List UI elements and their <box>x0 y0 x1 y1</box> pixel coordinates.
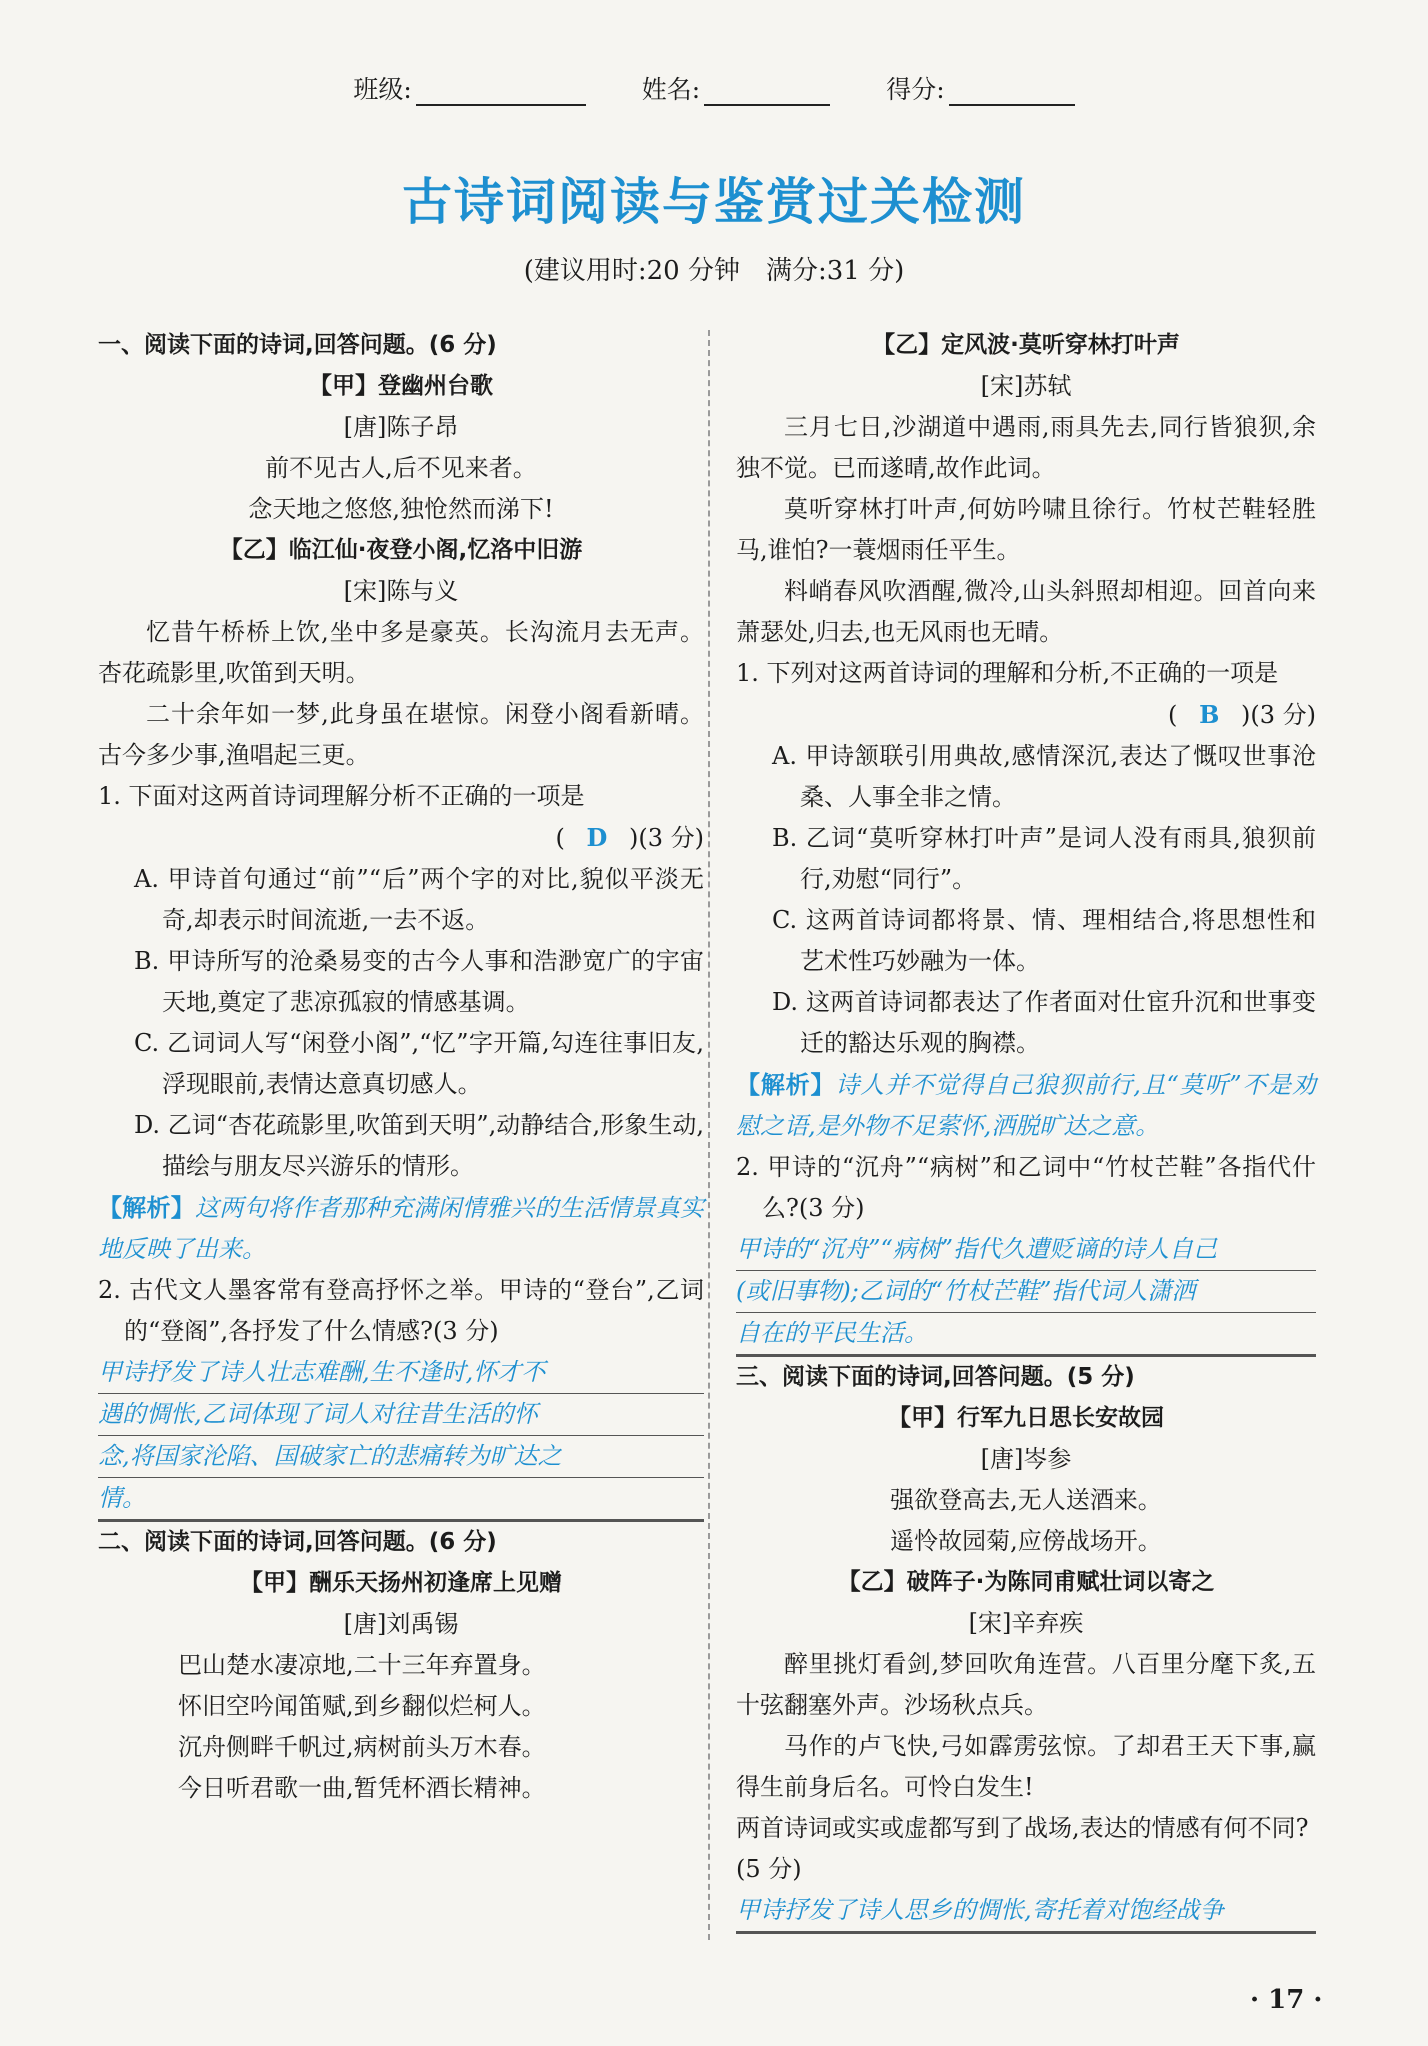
question-stem: 两首诗词或实或虚都写到了战场,表达的情感有何不同?(5 分) <box>736 1814 1309 1883</box>
answer-slot <box>98 817 704 859</box>
answer-line: 念,将国家沦陷、国破家亡的悲痛转为旷达之 <box>98 1436 704 1478</box>
option-a: A. 甲诗颔联引用典故,感情深沉,表达了慨叹世事沧桑、人事全非之情。 <box>772 742 1316 811</box>
poem-paragraph: 醉里挑灯看剑,梦回吹角连营。八百里分麾下炙,五十弦翻塞外声。沙场秋点兵。 <box>736 1650 1316 1719</box>
poem-author: [宋]辛弃疾 <box>968 1609 1084 1637</box>
poem-title: 【甲】酬乐天扬州初逢席上见赠 <box>240 1570 562 1596</box>
analysis-text: 诗人并不觉得自己狼狈前行,且“莫听”不是劝慰之语,是外物不足萦怀,洒脱旷达之意。 <box>736 1071 1317 1140</box>
answer-bracket-open: ( <box>555 824 565 852</box>
poem-line: 念天地之悠悠,独怆然而涕下! <box>248 495 554 523</box>
poem-title: 【乙】临江仙·夜登小阁,忆洛中旧游 <box>219 537 583 563</box>
poem-author: [唐]陈子昂 <box>343 413 459 441</box>
name-field <box>642 70 830 106</box>
analysis-tag: 【解析】 <box>736 1070 836 1099</box>
poem-title: 【甲】行军九日思长安故园 <box>888 1405 1164 1431</box>
poem-paragraph: 马作的卢飞快,弓如霹雳弦惊。了却君王天下事,赢得生前身后名。可怜白发生! <box>736 1732 1316 1801</box>
answer-slot <box>736 694 1316 736</box>
class-blank[interactable] <box>416 76 586 106</box>
answer-line: 情。 <box>98 1478 704 1520</box>
answer-line: 甲诗抒发了诗人思乡的惆怅,寄托着对饱经战争 <box>736 1890 1316 1932</box>
poem-author: [宋]苏轼 <box>980 372 1072 400</box>
option-d: D. 乙词“杏花疏影里,吹笛到天明”,动静结合,形象生动,描绘与朋友尽兴游乐的情形。 <box>134 1111 704 1180</box>
handwritten-answer <box>736 1890 1316 1934</box>
answer-choice: B <box>1199 700 1220 729</box>
answer-bracket-close: )(3 分) <box>1241 701 1316 729</box>
poem-author: [唐]岑参 <box>980 1445 1072 1473</box>
option-c: C. 乙词词人写“闲登小阁”,“忆”字开篇,勾连往事旧友,浮现眼前,表情达意真切感人。 <box>134 1029 704 1098</box>
question-1-stem: 1. 下列对这两首诗词的理解和分析,不正确的一项是 <box>736 659 1279 687</box>
class-label: 班级: <box>353 75 412 104</box>
score-blank[interactable] <box>949 76 1075 106</box>
question-1-stem: 1. 下面对这两首诗词理解分析不正确的一项是 <box>98 782 585 810</box>
answer-line: 甲诗抒发了诗人壮志难酬,生不逢时,怀才不 <box>98 1352 704 1394</box>
class-field <box>353 70 585 106</box>
poem-line: 怀旧空吟闻笛赋,到乡翻似烂柯人。 <box>178 1692 546 1720</box>
answer-line: 自在的平民生活。 <box>736 1313 1316 1355</box>
poem-line: 前不见古人,后不见来者。 <box>265 454 537 482</box>
option-b: B. 乙词“莫听穿林打叶声”是词人没有雨具,狼狈前行,劝慰“同行”。 <box>772 824 1316 893</box>
page-number: · 17 · <box>1250 1985 1323 2015</box>
section-2-heading: 二、阅读下面的诗词,回答问题。(6 分) <box>98 1529 497 1555</box>
poem-paragraph: 莫听穿林打叶声,何妨吟啸且徐行。竹杖芒鞋轻胜马,谁怕?一蓑烟雨任平生。 <box>736 495 1316 564</box>
poem-paragraph: 料峭春风吹酒醒,微冷,山头斜照却相迎。回首向来萧瑟处,归去,也无风雨也无晴。 <box>736 577 1316 646</box>
score-label: 得分: <box>886 75 945 104</box>
poem-author: [宋]陈与义 <box>343 577 459 605</box>
answer-line: (或旧事物);乙词的“竹杖芒鞋”指代词人潇洒 <box>736 1271 1316 1313</box>
poem-title: 【甲】登幽州台歌 <box>309 373 493 399</box>
option-a: A. 甲诗首句通过“前”“后”两个字的对比,貌似平淡无奇,却表示时间流逝,一去不返。 <box>134 865 704 934</box>
poem-line: 今日听君歌一曲,暂凭杯酒长精神。 <box>178 1774 546 1802</box>
poem-paragraph: 忆昔午桥桥上饮,坐中多是豪英。长沟流月去无声。杏花疏影里,吹笛到天明。 <box>98 618 704 687</box>
poem-title: 【乙】破阵子·为陈同甫赋壮词以寄之 <box>837 1569 1215 1595</box>
page-subtitle: (建议用时:20 分钟 满分:31 分) <box>523 256 905 286</box>
option-c: C. 这两首诗词都将景、情、理相结合,将思想性和艺术性巧妙融为一体。 <box>772 906 1316 975</box>
right-column <box>736 325 1316 1934</box>
student-info-header <box>0 70 1428 106</box>
page-title: 古诗词阅读与鉴赏过关检测 <box>402 172 1026 231</box>
poem-author: [唐]刘禹锡 <box>343 1610 459 1638</box>
poem-line: 遥怜故园菊,应傍战场开。 <box>890 1527 1162 1555</box>
analysis <box>736 1064 1316 1147</box>
question-2-stem: 2. 甲诗的“沉舟”“病树”和乙词中“竹杖芒鞋”各指代什么?(3 分) <box>736 1153 1316 1222</box>
poem-line: 沉舟侧畔千帆过,病树前头万木春。 <box>178 1733 546 1761</box>
answer-line: 遇的惆怅,乙词体现了词人对往昔生活的怀 <box>98 1394 704 1436</box>
answer-bracket-open: ( <box>1168 701 1178 729</box>
name-blank[interactable] <box>704 76 830 106</box>
analysis <box>98 1187 704 1270</box>
poem-title: 【乙】定风波·莫听穿林打叶声 <box>872 332 1180 358</box>
score-field <box>886 70 1074 106</box>
question-2-stem: 2. 古代文人墨客常有登高抒怀之举。甲诗的“登台”,乙词的“登阁”,各抒发了什么情感?(3 分) <box>98 1276 704 1345</box>
section-1-heading: 一、阅读下面的诗词,回答问题。(6 分) <box>98 332 497 358</box>
answer-choice: D <box>586 823 608 852</box>
column-divider <box>708 330 710 1940</box>
answer-line: 甲诗的“沉舟”“病树”指代久遭贬谪的诗人自己 <box>736 1229 1316 1271</box>
section-3-heading: 三、阅读下面的诗词,回答问题。(5 分) <box>736 1364 1135 1390</box>
option-b: B. 甲诗所写的沧桑易变的古今人事和浩渺宽广的宇宙天地,奠定了悲凉孤寂的情感基调。 <box>134 947 704 1016</box>
option-d: D. 这两首诗词都表达了作者面对仕宦升沉和世事变迁的豁达乐观的胸襟。 <box>772 988 1316 1057</box>
answer-bracket-close: )(3 分) <box>629 824 704 852</box>
name-label: 姓名: <box>641 75 701 104</box>
handwritten-answer <box>98 1352 704 1522</box>
analysis-text: 这两句将作者那种充满闲情雅兴的生活情景真实地反映了出来。 <box>98 1194 704 1263</box>
handwritten-answer <box>736 1229 1316 1357</box>
poem-line: 巴山楚水凄凉地,二十三年弃置身。 <box>178 1651 546 1679</box>
poem-line: 强欲登高去,无人送酒来。 <box>890 1486 1162 1514</box>
analysis-tag: 【解析】 <box>98 1193 195 1222</box>
left-column <box>98 325 704 1809</box>
poem-paragraph: 二十余年如一梦,此身虽在堪惊。闲登小阁看新晴。古今多少事,渔唱起三更。 <box>98 700 704 769</box>
poem-preface: 三月七日,沙湖道中遇雨,雨具先去,同行皆狼狈,余独不觉。已而遂晴,故作此词。 <box>736 413 1316 482</box>
